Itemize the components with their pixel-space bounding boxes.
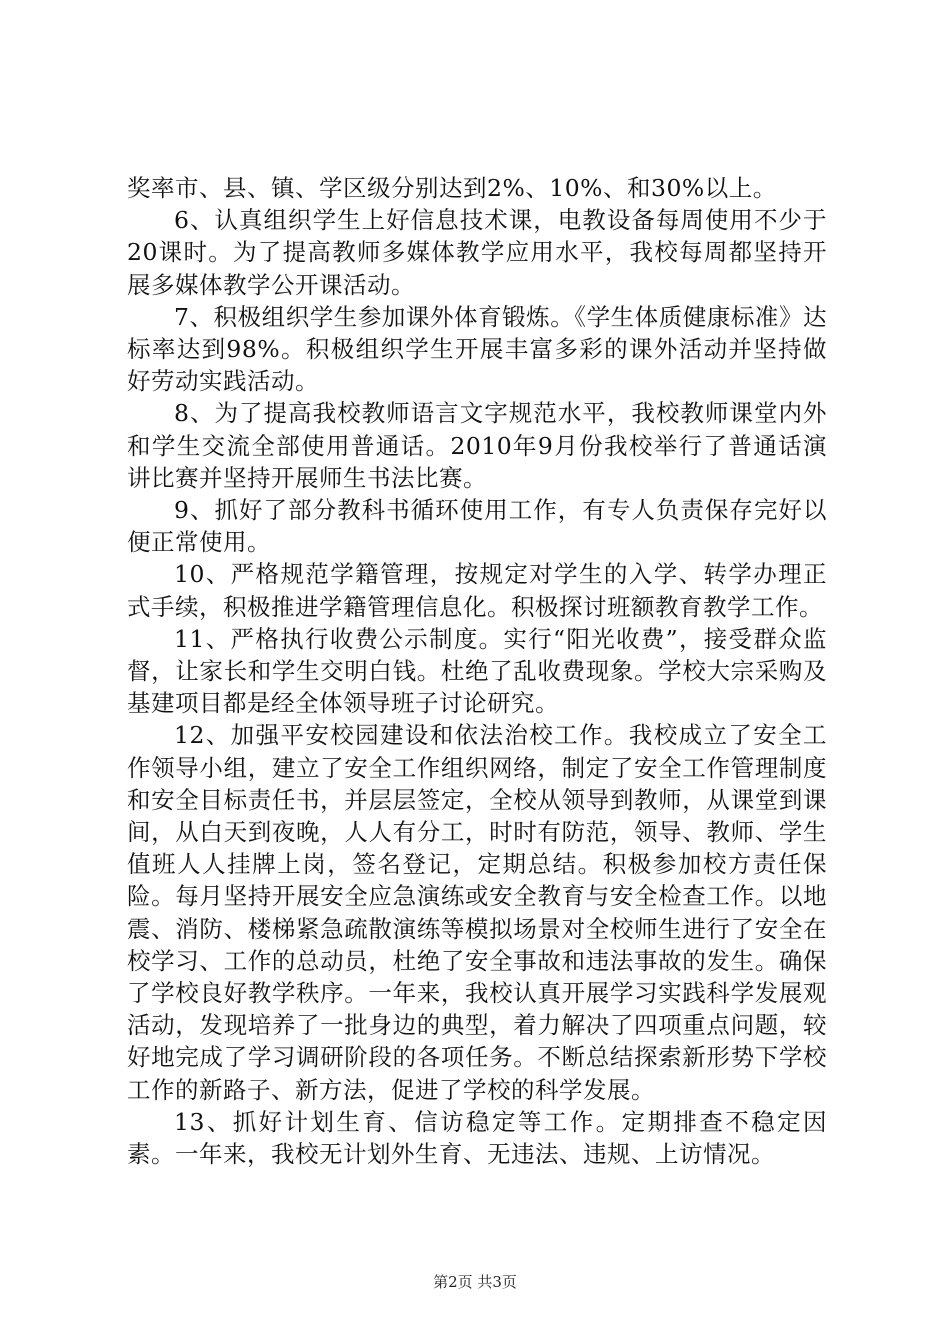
paragraph-item-11: 11、严格执行收费公示制度。实行“阳光收费”，接受群众监督，让家长和学生交明白钱。杜绝了乱收费现象。学校大宗采购及基建项目都是经全体领导班子讨论研究。 [127,624,827,718]
paragraph-item-10: 10、严格规范学籍管理，按规定对学生的入学、转学办理正式手续，积极推进学籍管理信息化。积极探讨班额教育教学工作。 [127,560,827,621]
paragraph-item-7: 7、积极组织学生参加课外体育锻炼。《学生体质健康标准》达标率达到98%。积极组织学生开展丰富多彩的课外活动并坚持做好劳动实践活动。 [127,302,827,396]
paragraph-item-9: 9、抓好了部分教科书循环使用工作，有专人负责保存完好以便正常使用。 [127,496,827,557]
paragraph-item-8: 8、为了提高我校教师语言文字规范水平，我校教师课堂内外和学生交流全部使用普通话。2010年9月份我校举行了普通话演讲比赛并坚持开展师生书法比赛。 [127,399,827,492]
paragraph-item-13: 13、抓好计划生育、信访稳定等工作。定期排查不稳定因素。一年来，我校无计划外生育、无违法、违规、上访情况。 [127,1107,827,1169]
page-footer: 第2页 共3页 [433,1273,517,1291]
paragraph-item-6: 6、认真组织学生上好信息技术课，电教设备每周使用不少于20课时。为了提高教师多媒体教学应用水平，我校每周都坚持开展多媒体教学公开课活动。 [127,206,827,299]
paragraph-continuation: 奖率市、县、镇、学区级分别达到2%、10%、和30%以上。 [127,174,777,202]
paragraph-item-12: 12、加强平安校园建设和依法治校工作。我校成立了安全工作领导小组，建立了安全工作组织网络，制定了安全工作管理制度和安全目标责任书，并层层签定，全校从领导到教师，从课堂到课间，从白天到夜晚，人人有分工，时时有防范，领导、教师、学生值班人人挂牌上岗，签名登记，定期总结。积极参加校方责任保险。每月坚持开展安全应急演练或安全教育与安全检查工作。以地震、消防、楼梯紧急疏散演练等模拟场景对全校师生进行了安全在校学习、工作的总动员，杜绝了安全事故和违法事故的发生。确保了学校良好教学秩序。一年来，我校认真开展学习实践科学发展观活动，发现培养了一批身边的典型，着力解决了四项重点问题，较好地完成了学习调研阶段的各项任务。不断总结探索新形势下学校工作的新路子、新方法，促进了学校的科学发展。 [127,721,827,1104]
document-body [127,172,827,1170]
